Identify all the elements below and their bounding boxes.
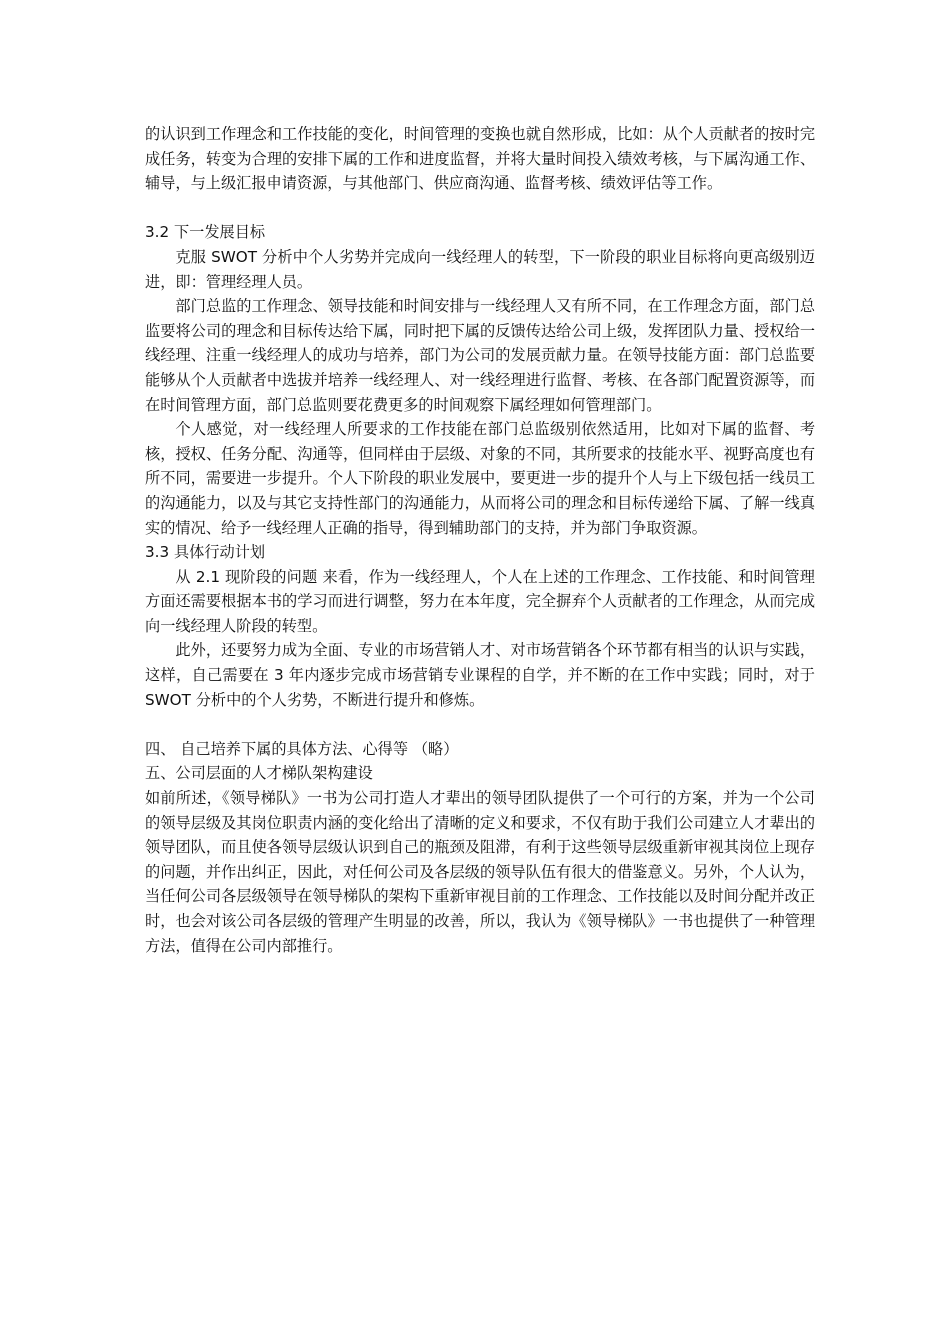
paragraph-3-3-b: 此外，还要努力成为全面、专业的市场营销人才、对市场营销各个环节都有相当的认识与实践，这样，自己需要在 3 年内逐步完成市场营销专业课程的自学，并不断的在工作中实践；同时，对于 SWOT 分析中的个人劣势，不断进行提升和修炼。	[145, 641, 815, 709]
section-heading-3-2: 3.2 下一发展目标	[145, 223, 266, 242]
paragraph-3-2-b: 部门总监的工作理念、领导技能和时间安排与一线经理人又有所不同，在工作理念方面，部门总监要将公司的理念和目标传达给下属，同时把下属的反馈传达给公司上级，发挥团队力量、授权给一线经理、注重一线经理人的成功与培养，部门为公司的发展贡献力量。在领导技能方面：部门总监要能够从个人贡献者中选拔并培养一线经理人、对一线经理进行监督、考核、在各部门配置资源等，而在时间管理方面，部门总监则要花费更多的时间观察下属经理如何管理部门。	[145, 297, 815, 414]
paragraph-intro: 的认识到工作理念和工作技能的变化，时间管理的变换也就自然形成，比如：从个人贡献者的按时完成任务，转变为合理的安排下属的工作和进度监督，并将大量时间投入绩效考核，与下属沟通工作、辅导，与上级汇报申请资源，与其他部门、供应商沟通、监督考核、绩效评估等工作。	[145, 125, 815, 193]
paragraph-3-2-a: 克服 SWOT 分析中个人劣势并完成向一线经理人的转型，下一阶段的职业目标将向更高级别迈进，即：管理经理人员。	[145, 247, 815, 291]
document-body	[145, 122, 815, 958]
paragraph-5: 如前所述，《领导梯队》一书为公司打造人才辈出的领导团队提供了一个可行的方案，并为一个公司的领导层级及其岗位职责内涵的变化给出了清晰的定义和要求，不仅有助于我们公司建立人才辈出的领导团队，而且使各领导层级认识到自己的瓶颈及阻滞，有利于这些领导层级重新审视其岗位上现存的问题，并作出纠正，因此，对任何公司及各层级的领导队伍有很大的借鉴意义。另外，个人认为，当任何公司各层级领导在领导梯队的架构下重新审视目前的工作理念、工作技能以及时间分配并改正时，也会对该公司各层级的管理产生明显的改善，所以，我认为《领导梯队》一书也提供了一种管理方法，值得在公司内部推行。	[145, 789, 815, 955]
paragraph-3-3-a: 从 2.1 现阶段的问题 来看，作为一线经理人，个人在上述的工作理念、工作技能、和时间管理方面还需要根据本书的学习而进行调整，努力在本年度，完全摒弃个人贡献者的工作理念，从而完成向一线经理人阶段的转型。	[145, 567, 815, 635]
paragraph-gap	[145, 196, 815, 221]
section-heading-3-3: 3.3 具体行动计划	[145, 543, 266, 562]
paragraph-3-2-c: 个人感觉，对一线经理人所要求的工作技能在部门总监级别依然适用，比如对下属的监督、考核，授权、任务分配、沟通等，但同样由于层级、对象的不同，其所要求的技能水平、视野高度也有所不同，需要进一步提升。个人下阶段的职业发展中，要更进一步的提升个人与上下级包括一线员工的沟通能力，以及与其它支持性部门的沟通能力，从而将公司的理念和目标传递给下属、了解一线真实的情况、给予一线经理人正确的指导，得到辅助部门的支持，并为部门争取资源。	[145, 420, 815, 537]
paragraph-gap	[145, 712, 815, 737]
section-heading-4: 四、 自己培养下属的具体方法、心得等 （略）	[145, 739, 459, 758]
section-heading-5: 五、公司层面的人才梯队架构建设	[145, 764, 373, 783]
